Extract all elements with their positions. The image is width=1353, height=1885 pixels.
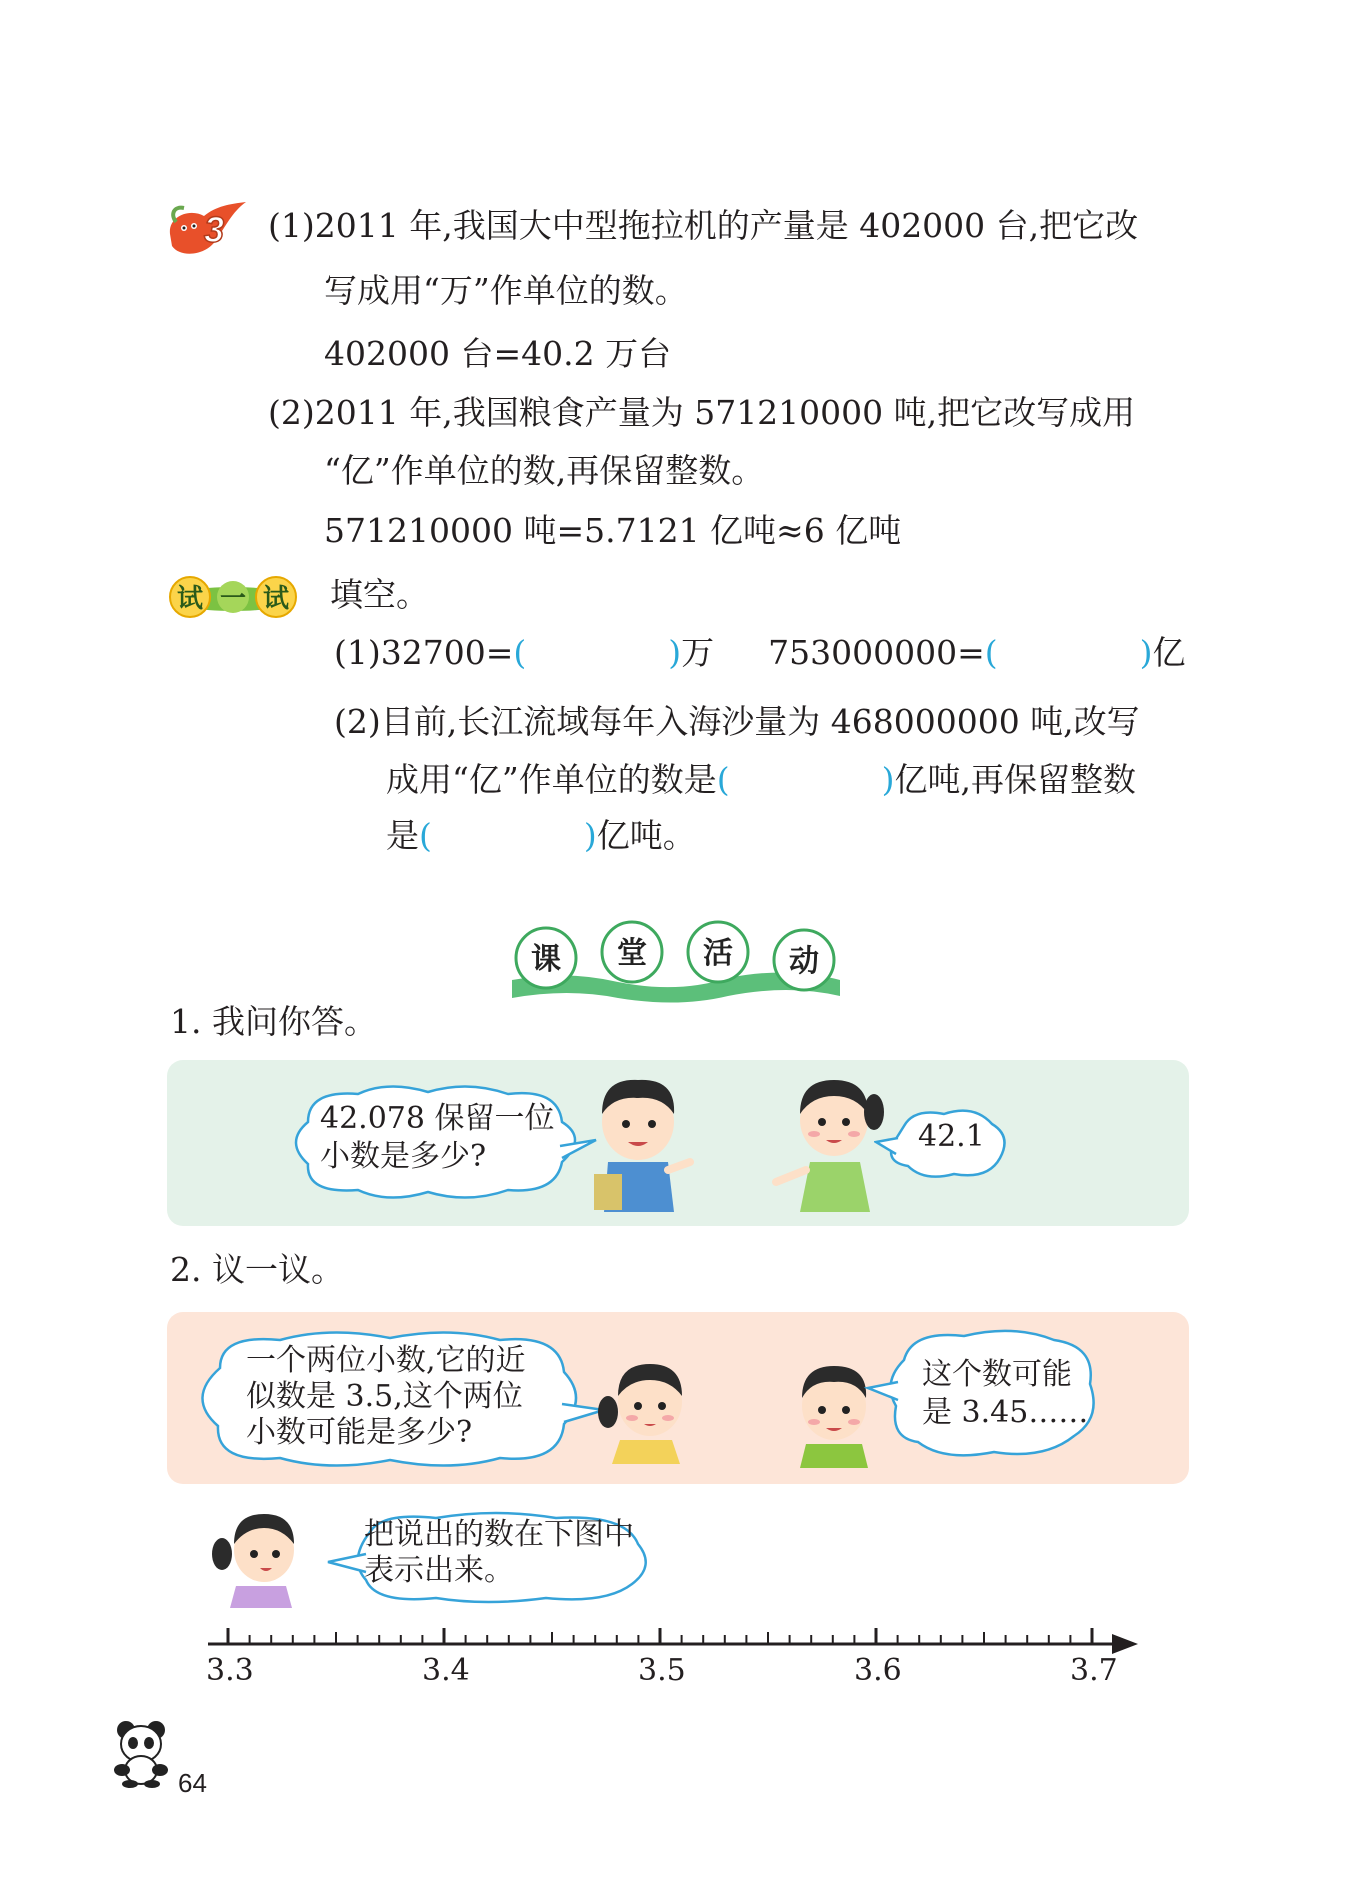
try-q2b-paren-close: ): [583, 816, 597, 855]
number-line-tick-label: 3.4: [422, 1653, 470, 1688]
try-q2-line2-text: 成用“亿”作单位的数是: [386, 760, 717, 799]
example-p2-line2: “亿”作单位的数,再保留整数。: [324, 451, 765, 490]
item1-right-bubble-text: 42.1: [918, 1119, 985, 1154]
try-q2-line3-text: 是: [386, 816, 419, 855]
number-line-arrow-icon: [1112, 1634, 1138, 1654]
svg-text:课: 课: [531, 942, 561, 977]
try-q1a-unit: 万: [681, 633, 715, 672]
try-q2-line2-suffix: 亿吨,再保留整数: [894, 760, 1136, 799]
item2-left-bubble-line2: 似数是 3.5,这个两位: [246, 1379, 523, 1414]
try-q2a-paren-close: ): [881, 760, 895, 799]
try-heading: 填空。: [330, 575, 429, 614]
example-p1-line2: 写成用“万”作单位的数。: [324, 271, 688, 310]
try-q1b-paren-open: (: [984, 633, 998, 672]
try-q1a-paren-open: (: [513, 633, 527, 672]
page-number: 64: [178, 1768, 207, 1798]
example-p2-line1: (2)2011 年,我国粮食产量为 571210000 吨,把它改写成用: [268, 393, 1136, 432]
number-line-tick-label: 3.6: [854, 1653, 902, 1688]
svg-text:3: 3: [204, 209, 225, 250]
try-it-badge: [168, 573, 298, 621]
svg-text:堂: 堂: [617, 936, 647, 971]
try-q1b-text: 753000000=: [768, 633, 985, 672]
try-q2-line1: (2)目前,长江流域每年入海沙量为 468000000 吨,改写: [334, 702, 1140, 741]
example-p1-line1: (1)2011 年,我国大中型拖拉机的产量是 402000 台,把它改: [268, 206, 1139, 245]
try-q2b-paren-open: (: [419, 816, 432, 855]
number-line-tick-label: 3.7: [1070, 1653, 1118, 1688]
girl-thinking-illustration: [596, 1352, 696, 1464]
try-q2-line3-suffix: 亿吨。: [596, 816, 696, 855]
svg-text:试: 试: [176, 584, 204, 614]
item2-left-bubble-line1: 一个两位小数,它的近: [246, 1343, 526, 1378]
chili-pepper-icon: [160, 196, 252, 262]
item2-left-bubble-line3: 小数可能是多少?: [246, 1415, 473, 1450]
girl-instructing-illustration: [206, 1502, 316, 1608]
activity-item2-title: 2. 议一议。: [170, 1250, 344, 1289]
svg-text:活: 活: [703, 936, 733, 971]
item3-bubble-line1: 把说出的数在下图中: [364, 1517, 634, 1552]
example-3-badge: [160, 196, 252, 262]
number-line-ticks: [228, 1628, 1092, 1644]
try-q2a-paren-open: (: [716, 760, 730, 799]
try-it-badge-shape: [168, 573, 298, 621]
number-line-labels: [0, 1654, 1353, 1694]
item1-left-bubble-line1: 42.078 保留一位: [320, 1101, 555, 1136]
class-activity-banner: [508, 918, 844, 1004]
activity-banner-shape: [508, 918, 844, 1004]
boy-with-book-illustration: [582, 1070, 694, 1220]
try-q2-line2: [386, 760, 1136, 800]
item2-right-bubble-line2: 是 3.45……: [922, 1395, 1089, 1430]
number-line-tick-label: 3.3: [206, 1653, 254, 1688]
svg-text:试: 试: [262, 584, 290, 614]
item1-left-bubble-line2: 小数是多少?: [320, 1139, 487, 1174]
example-p1-line3: 402000 台=40.2 万台: [324, 334, 672, 373]
svg-text:动: 动: [789, 944, 819, 979]
item2-right-bubble-line1: 这个数可能: [922, 1357, 1072, 1392]
panda-icon: [110, 1718, 172, 1788]
example-p2-line3: 571210000 吨=5.7121 亿吨≈6 亿吨: [324, 511, 902, 550]
item3-bubble-line2: 表示出来。: [364, 1553, 514, 1588]
svg-text:一: 一: [219, 584, 247, 614]
try-q1-line: [334, 633, 1186, 673]
number-line-tick-label: 3.5: [638, 1653, 686, 1688]
try-q1a-paren-close: ): [668, 633, 682, 672]
try-q1b-paren-close: ): [1139, 633, 1153, 672]
try-q1b-unit: 亿: [1152, 633, 1186, 672]
activity-item1-title: 1. 我问你答。: [170, 1002, 377, 1041]
try-q2-line3: [386, 816, 696, 856]
try-q1a-text: (1)32700=: [334, 633, 514, 672]
